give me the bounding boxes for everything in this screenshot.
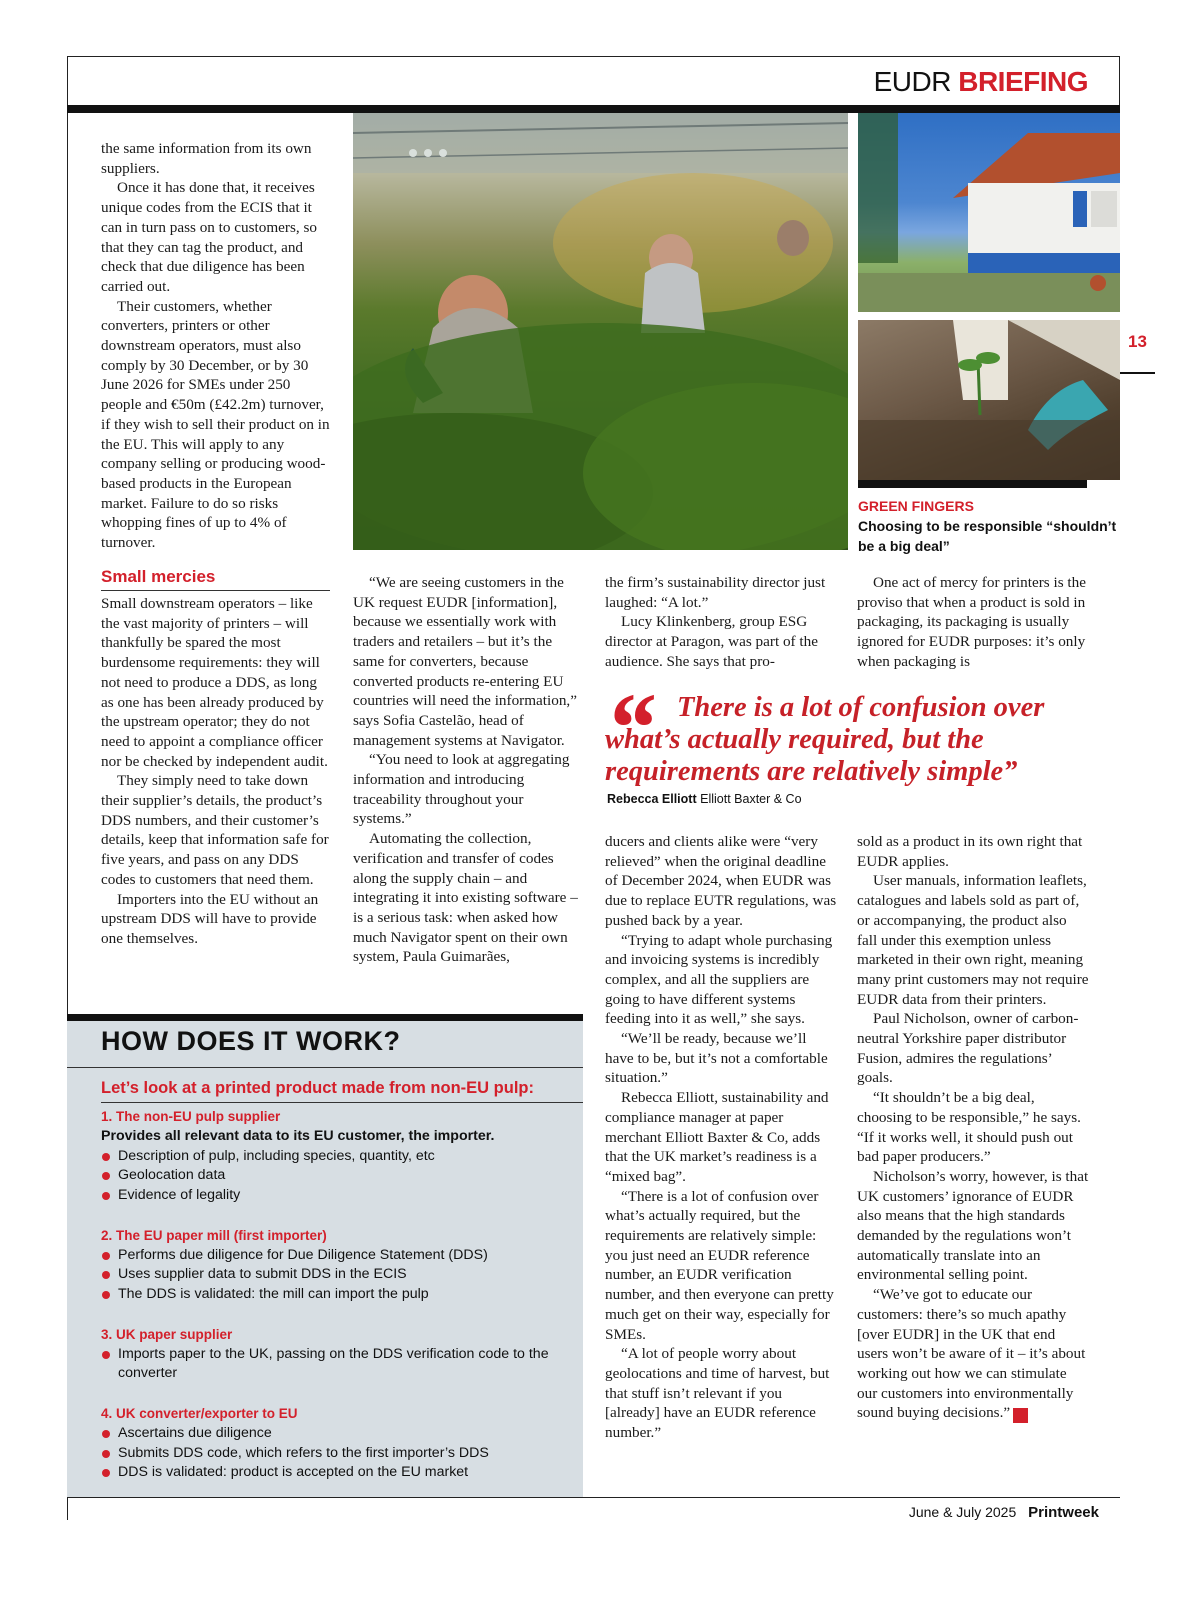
section-header <box>874 66 1088 98</box>
step <box>101 1107 581 1206</box>
column-4-bottom <box>857 832 1090 1423</box>
column-1-top <box>101 139 333 553</box>
box-top-rule <box>67 1014 583 1021</box>
list-item: DDS is validated: product is accepted on the EU market <box>101 1463 581 1483</box>
box-title-rule <box>67 1067 583 1068</box>
planting-photo <box>858 320 1120 480</box>
step-title: 1. The non-EU pulp supplier <box>101 1109 281 1124</box>
step <box>101 1404 581 1483</box>
list-item: Ascertains due diligence <box>101 1424 581 1444</box>
pull-quote-org: Elliott Baxter & Co <box>700 792 802 806</box>
pull-quote-name: Rebecca Elliott <box>607 792 697 806</box>
column-3-bottom <box>605 832 837 1443</box>
quote-mark-icon: “ <box>605 672 655 783</box>
paragraph: User manuals, information leaflets, catalogues and labels sold as part of, or accompanying, the product also fall under this exemption unless marketed in their own right, meaning many print customers may not require EUDR data from their printers. <box>857 872 1089 1008</box>
caption-rule <box>858 480 1087 488</box>
step-list <box>101 1147 581 1206</box>
greenhouse-photo <box>353 113 848 550</box>
farmhouse-illustration <box>858 113 1120 312</box>
page-frame-top <box>67 56 1120 57</box>
paragraph: sold as a product in its own right that EUDR applies. <box>857 833 1083 870</box>
subheading: Small mercies <box>101 567 330 591</box>
list-item: The DDS is validated: the mill can import the pulp <box>101 1285 581 1305</box>
step <box>101 1226 581 1305</box>
paragraph: Automating the collection, verification and transfer of codes along the supply chain – and integrating it into existing software – is a serious task: when asked how much Navigator spent on their own system, Paula Guimarães, <box>353 830 578 966</box>
step-list <box>101 1246 581 1305</box>
box-intro: Let’s look at a printed product made from non-EU pulp: <box>101 1079 583 1103</box>
issue-date: June & July 2025 <box>908 1504 1017 1520</box>
paragraph: the same information from its own suppliers. <box>101 140 312 177</box>
list-item: Description of pulp, including species, quantity, etc <box>101 1147 581 1167</box>
paragraph: ducers and clients alike were “very relieved” when the original deadline of December 2024, when EUDR was due to replace EUTR regulations, was pushed back by a year. <box>605 833 837 929</box>
paragraph: “We are seeing customers in the UK request EUDR [information], because we essentially work with traders and retailers – but it’s the same for converters, because converted products re-entering EU countries will need the information,” says Sofia Castelão, head of management systems at Navigator. <box>353 574 577 749</box>
step <box>101 1325 581 1384</box>
list-item: Evidence of legality <box>101 1186 581 1206</box>
column-3-top <box>605 573 837 672</box>
farmhouse-photo <box>858 113 1120 312</box>
paragraph: “There is a lot of confusion over what’s actually required, but the requirements are relatively simple: you just need an EUDR reference number, an EUDR verification number, and then everyone can pretty much get on their way, especially for SMEs. <box>605 1187 834 1343</box>
paragraph: Their customers, whether converters, printers or other downstream operators, must also comply by 30 December, or by 30 June 2026 for SMEs under 250 people and €50m (£42.2m) turnover, if they wish to sell their product on in the EU. This will apply to any company selling or producing wood-based products in the European market. Failure to do so risks whopping fines of up to 4% of turnover. <box>101 297 330 552</box>
page-number: 13 <box>1128 332 1147 351</box>
caption-heading: GREEN FINGERS <box>858 498 974 514</box>
step-title: 3. UK paper supplier <box>101 1326 233 1342</box>
step-title: 4. UK converter/exporter to EU <box>101 1405 298 1421</box>
pull-quote-text: There is a lot of confusion over what’s actually required, but the requirements are relatively simple” <box>605 692 1045 787</box>
paragraph: Nicholson’s worry, however, is that UK customers’ ignorance of EUDR also means that the high standards demanded by the regulations won’t automatically translate into an environmental selling point. <box>857 1167 1089 1284</box>
paragraph: “A lot of people worry about geolocations and time of harvest, but that stuff isn’t relevant if you [already] have an EUDR reference number.” <box>605 1345 830 1442</box>
planting-illustration <box>858 320 1120 480</box>
paragraph: “We’ll be ready, because we’ll have to be, but it’s not a comfortable situation.” <box>605 1030 828 1087</box>
paragraph: the firm’s sustainability director just laughed: “A lot.” <box>605 574 826 611</box>
paragraph: “Trying to adapt whole purchasing and invoicing systems is incredibly complex, and all the suppliers are going to have different systems feeding into it as well,” she says. <box>605 931 833 1028</box>
publication-name: Printweek <box>1028 1504 1099 1521</box>
list-item: Geolocation data <box>101 1166 581 1186</box>
paragraph: “You need to look at aggregating information and introducing traceability throughout your systems.” <box>353 751 570 828</box>
header-rule <box>67 105 1120 113</box>
box-title: HOW DOES IT WORK? <box>101 1026 401 1056</box>
list-item: Uses supplier data to submit DDS in the ECIS <box>101 1265 581 1285</box>
caption-text: Choosing to be responsible “shouldn’t be a big deal” <box>858 518 1117 554</box>
pull-quote-attribution <box>605 792 1095 806</box>
list-item: Performs due diligence for Due Diligence Statement (DDS) <box>101 1246 581 1266</box>
paragraph: They simply need to take down their supplier’s details, the product’s DDS numbers, and their customer’s details, keep that information safe for five years, and pass on any DDS codes to customers that need them. <box>101 772 329 888</box>
column-1-bottom <box>101 594 333 949</box>
greenhouse-illustration <box>353 113 848 550</box>
paragraph: Small downstream operators – like the vast majority of printers – will thankfully be spared the most burdensome requirements: they will not need to produce a DDS, as long as one has been already produced by the upstream operator; they do not need to appoint a compliance officer nor be checked by independent audit. <box>101 595 328 770</box>
section-kicker: BRIEFING <box>958 66 1088 97</box>
box-steps <box>101 1107 581 1503</box>
paragraph <box>857 1285 1090 1423</box>
step-list <box>101 1424 581 1483</box>
photo-caption <box>858 496 1120 556</box>
paragraph-text: “We’ve got to educate our customers: there’s so much apathy [over EUDR] in the UK that end users won’t be aware of it – it’s about working out how we can stimulate our customers into environmentally sound buying decisions.” <box>857 1286 1086 1422</box>
column-2 <box>353 573 585 967</box>
pull-quote <box>605 672 1095 806</box>
paragraph: One act of mercy for printers is the proviso that when a product is sold in packaging, its packaging is usually ignored for EUDR purposes: it’s only when packaging is <box>857 574 1086 670</box>
paragraph: Rebecca Elliott, sustainability and compliance manager at paper merchant Elliott Baxter & Co, adds that the UK market’s readiness is a “mixed bag”. <box>605 1089 829 1185</box>
end-mark-icon: P <box>1013 1408 1028 1423</box>
page-number-rule <box>1120 372 1155 374</box>
section-name: EUDR <box>873 66 951 97</box>
page-footer <box>909 1504 1099 1521</box>
column-4-top <box>857 573 1090 672</box>
paragraph: Once it has done that, it receives unique codes from the ECIS that it can in turn pass on to customers, so that they can tag the product, and check that due diligence has been carried out. <box>101 179 317 295</box>
list-item: Submits DDS code, which refers to the first importer’s DDS <box>101 1444 581 1464</box>
list-item: Imports paper to the UK, passing on the DDS verification code to the converter <box>101 1345 581 1385</box>
paragraph: Paul Nicholson, owner of carbon-neutral Yorkshire paper distributor Fusion, admires the regulations’ goals. <box>857 1010 1079 1087</box>
step-list <box>101 1345 581 1385</box>
paragraph: “It shouldn’t be a big deal, choosing to be responsible,” he says. “If it works well, it should push out bad paper producers.” <box>857 1089 1081 1166</box>
step-summary: Provides all relevant data to its EU customer, the importer. <box>101 1127 495 1144</box>
paragraph: Importers into the EU without an upstream DDS will have to provide one themselves. <box>101 890 319 947</box>
step-title: 2. The EU paper mill (first importer) <box>101 1227 327 1243</box>
paragraph: Lucy Klinkenberg, group ESG director at Paragon, was part of the audience. She says that pro- <box>605 613 818 670</box>
